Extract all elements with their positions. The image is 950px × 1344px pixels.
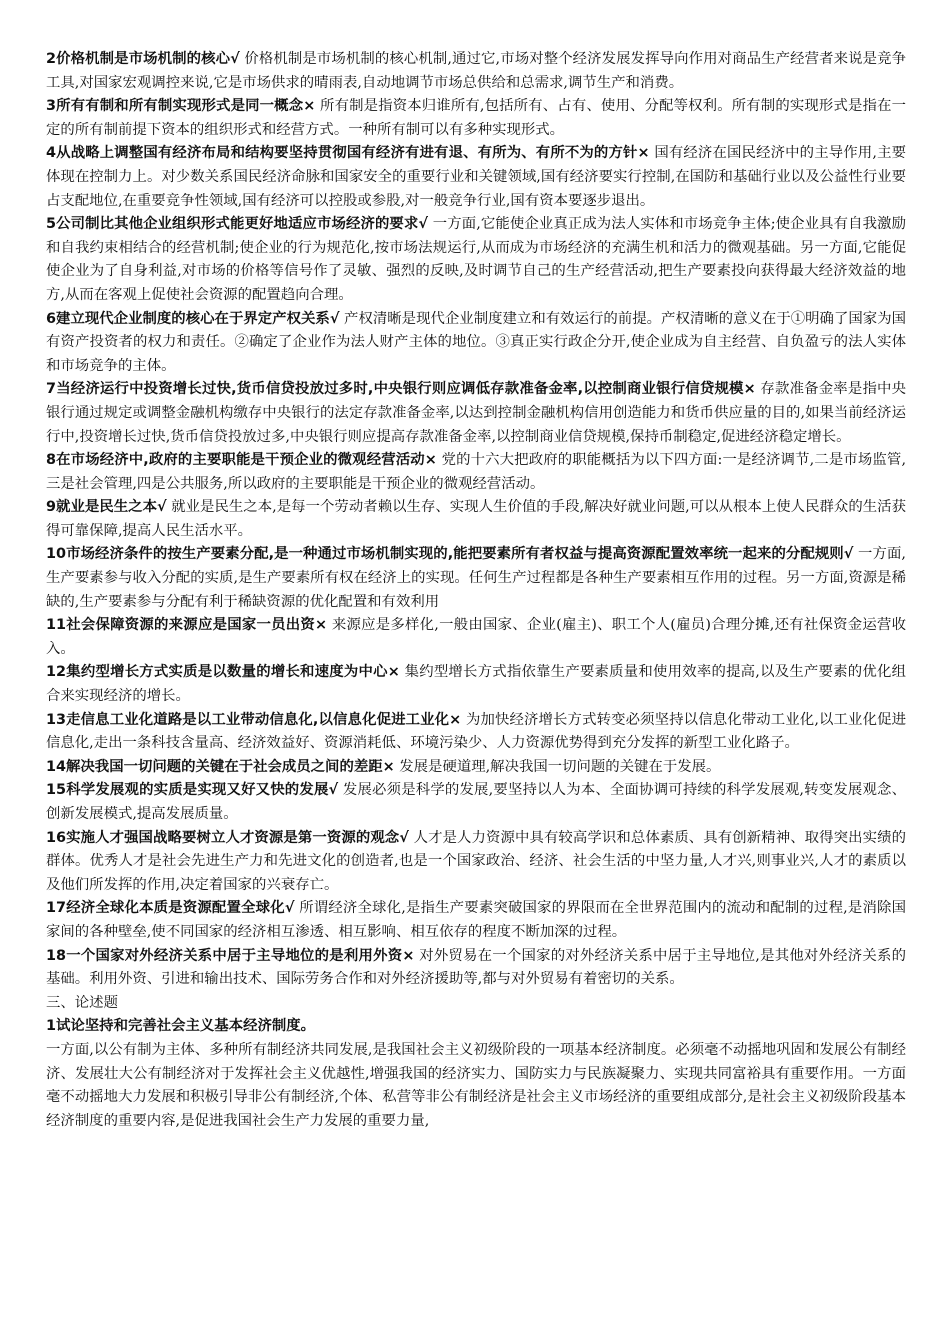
answer-mark: √ (418, 216, 429, 233)
answer-explanation: 价格机制是市场机制的核心机制,通过它,市场对整个经济发展发挥导向作用对商品生产经营者来说是竞争工具,对国家宏观调控来说,它是市场供求的晴雨表,自动地调节市场总供给和总需求,调节生产和消费。 (46, 51, 907, 91)
answer-explanation: 所有制是指资本归谁所有,包括所有、占有、使用、分配等权利。所有制的实现形式是指在一定的所有制前提下资本的组织形式和经营方式。一种所有制可以有多种实现形式。 (46, 98, 906, 138)
question-statement: 2价格机制是市场机制的核心 (46, 51, 231, 67)
answer-explanation: 国有经济在国民经济中的主导作用,主要体现在控制力上。对少数关系国民经济命脉和国家安全的重要行业和关键领域,国有经济要实行控制,在国防和基础行业以及公益性行业要占支配地位,在重要竞争性领域,国有经济可以控股或参股,对一般竞争行业,国有资本要逐步退出。 (46, 145, 906, 209)
question-item (46, 614, 906, 661)
question-item (46, 661, 906, 708)
question-statement: 7当经济运行中投资增长过快,货币信贷投放过多时,中央银行则应调低存款准备金率,以控制商业银行信贷规模 (46, 381, 744, 398)
answer-explanation: 一方面,它能使企业真正成为法人实体和市场竞争主体;使企业具有自我激励和自我约束相结合的经营机制;使企业的行为规范化,按市场法规运行,从而成为市场经济的充满生机和活力的微观基础。另一方面,它能促使企业为了自身利益,对市场的价格等信号作了灵敏、强烈的反映,及时调节自己的生产经营活动,把生产要素投向获得最大经济效益的地方,从而在客观上促使社会资源的配置趋向合理。 (46, 216, 906, 303)
question-statement: 10市场经济条件的按生产要素分配,是一种通过市场机制实现的,能把要素所有者权益与提高资源配置效率统一起来的分配规则 (46, 546, 844, 563)
answer-mark: × (743, 381, 756, 398)
answer-explanation: 存款准备金率是指中央银行通过规定或调整金融机构缴存中央银行的法定存款准备金率,以达到控制金融机构信用创造能力和货币供应量的目的,如果当前经济运行中,投资增长过快,货币信贷投放过多,中央银行则应提高存款准备金率,以控制商业信贷规模,保持币制稳定,促进经济稳定增长。 (46, 381, 906, 445)
answer-mark: √ (329, 310, 340, 327)
answer-mark: √ (843, 546, 854, 563)
answer-mark: × (382, 758, 395, 775)
answer-mark: × (424, 452, 437, 469)
answer-mark: √ (284, 900, 295, 917)
answer-explanation: 党的十六大把政府的职能概括为以下四方面:一是经济调节,二是市场监管,三是社会管理,四是公共服务,所以政府的主要职能是干预企业的微观经营活动。 (46, 452, 907, 492)
section-heading: 三、论述题 (46, 994, 118, 1011)
question-item (46, 709, 906, 756)
question-statement: 12集约型增长方式实质是以数量的增长和速度为中心 (46, 664, 388, 681)
question-item (46, 142, 906, 213)
answer-explanation: 人才是人力资源中具有较高学识和总体素质、具有创新精神、取得突出实绩的群体。优秀人才是社会先进生产力和先进文化的创造者,也是一个国家政治、经济、社会生活的中坚力量,人才兴,则事业兴,人才的素质以及他们所发挥的作用,决定着国家的兴衰存亡。 (46, 829, 906, 893)
question-item (46, 827, 906, 898)
question-statement: 11社会保障资源的来源应是国家一员出资 (46, 617, 315, 634)
answer-explanation: 来源应是多样化,一般由国家、企业(雇主)、职工个人(雇员)合理分摊,还有社保资金运营收入。 (46, 617, 907, 657)
judgement-question-list (46, 48, 906, 992)
question-item (46, 95, 906, 142)
answer-mark: √ (328, 782, 339, 799)
question-item (46, 897, 906, 944)
question-item (46, 378, 906, 449)
question-statement: 18一个国家对外经济关系中居于主导地位的是利用外资 (46, 947, 403, 964)
question-statement: 8在市场经济中,政府的主要职能是干预企业的微观经营活动 (46, 452, 425, 469)
question-item (46, 449, 906, 496)
answer-mark: √ (230, 51, 240, 67)
answer-mark: √ (156, 499, 167, 516)
answer-explanation: 就业是民生之本,是每一个劳动者赖以生存、实现人生价值的手段,解决好就业问题,可以从根本上使人民群众的生活获得可靠保障,提高人民生活水平。 (46, 499, 906, 539)
question-item (46, 308, 906, 379)
question-item (46, 213, 906, 307)
question-item (46, 48, 906, 95)
answer-explanation: 产权清晰是现代企业制度建立和有效运行的前提。产权清晰的意义在于①明确了国家为国有资产投资者的权力和责任。②确定了企业作为法人财产主体的地位。③真正实行政企分开,使企业成为自主经营、自负盈亏的法人实体和市场竞争的主体。 (46, 310, 906, 374)
question-item (46, 779, 906, 826)
question-item (46, 496, 906, 543)
question-item (46, 543, 906, 614)
answer-explanation: 集约型增长方式指依靠生产要素质量和使用效率的提高,以及生产要素的优化组合来实现经济的增长。 (46, 664, 906, 705)
answer-explanation: 为加快经济增长方式转变必须坚持以信息化带动工业化,以工业化促进信息化,走出一条科技含量高、经济效益好、资源消耗低、环境污染少、人力资源优势得到充分发挥的新型工业化路子。 (46, 711, 906, 752)
essay-question-title: 1试论坚持和完善社会主义基本经济制度。 (46, 1018, 316, 1035)
answer-mark: × (449, 711, 462, 728)
answer-mark: × (637, 145, 650, 162)
question-statement: 5公司制比其他企业组织形式能更好地适应市场经济的要求 (46, 216, 419, 233)
question-statement: 16实施人才强国战略要树立人才资源是第一资源的观念 (46, 829, 400, 846)
question-statement: 9就业是民生之本 (46, 499, 157, 516)
answer-mark: × (402, 947, 415, 964)
question-statement: 14解决我国一切问题的关键在于社会成员之间的差距 (46, 758, 383, 775)
answer-mark: × (314, 617, 328, 634)
question-statement: 17经济全球化本质是资源配置全球化 (46, 900, 285, 917)
question-statement: 15科学发展观的实质是实现又好又快的发展 (46, 782, 329, 799)
answer-explanation: 所谓经济全球化,是指生产要素突破国家的界限而在全世界范围内的流动和配制的过程,是消除国家间的各种壁垒,使不同国家的经济相互渗透、相互影响、相互依存的程度不断加深的过程。 (46, 900, 907, 940)
question-statement: 13走信息工业化道路是以工业带动信息化,以信息化促进工业化 (46, 711, 450, 728)
answer-mark: × (303, 98, 316, 115)
question-statement: 6建立现代企业制度的核心在于界定产权关系 (46, 310, 330, 327)
question-statement: 3所有有制和所有制实现形式是同一概念 (46, 98, 304, 115)
answer-explanation: 发展是硬道理,解决我国一切问题的关键在于发展。 (399, 758, 721, 775)
question-statement: 4从战略上调整国有经济布局和结构要坚持贯彻国有经济有进有退、有所为、有所不为的方针 (46, 145, 638, 162)
answer-mark: √ (399, 829, 409, 846)
answer-mark: × (387, 664, 400, 681)
answer-explanation: 一方面,生产要素参与收入分配的实质,是生产要素所有权在经济上的实现。任何生产过程都是各种生产要素相互作用的过程。另一方面,资源是稀缺的,生产要素参与分配有利于稀缺资源的优化配置和有效利用 (46, 546, 906, 610)
answer-explanation: 对外贸易在一个国家的对外经济关系中居于主导地位,是其他对外经济关系的基础。利用外资、引进和输出技术、国际劳务合作和对外经济援助等,都与对外贸易有着密切的关系。 (46, 947, 906, 988)
question-item (46, 945, 906, 992)
question-item (46, 756, 906, 780)
essay-answer-body: 一方面,以公有制为主体、多种所有制经济共同发展,是我国社会主义初级阶段的一项基本经济制度。必须毫不动摇地巩固和发展公有制经济、发展壮大公有制经济对于发挥社会主义优越性,增强我国的经济实力、国防实力与民族凝聚力、实现共同富裕具有重要作用。一方面毫不动摇地大力发展和积极引导非公有制经济,个体、私营等非公有制经济是社会主义市场经济的重要组成部分,是社会主义初级阶段基本经济制度的重要内容,是促进我国社会生产力发展的重要力量, (46, 1041, 906, 1129)
answer-explanation: 发展必须是科学的发展,要坚持以人为本、全面协调可持续的科学发展观,转变发展观念、创新发展模式,提高发展质量。 (46, 782, 907, 822)
